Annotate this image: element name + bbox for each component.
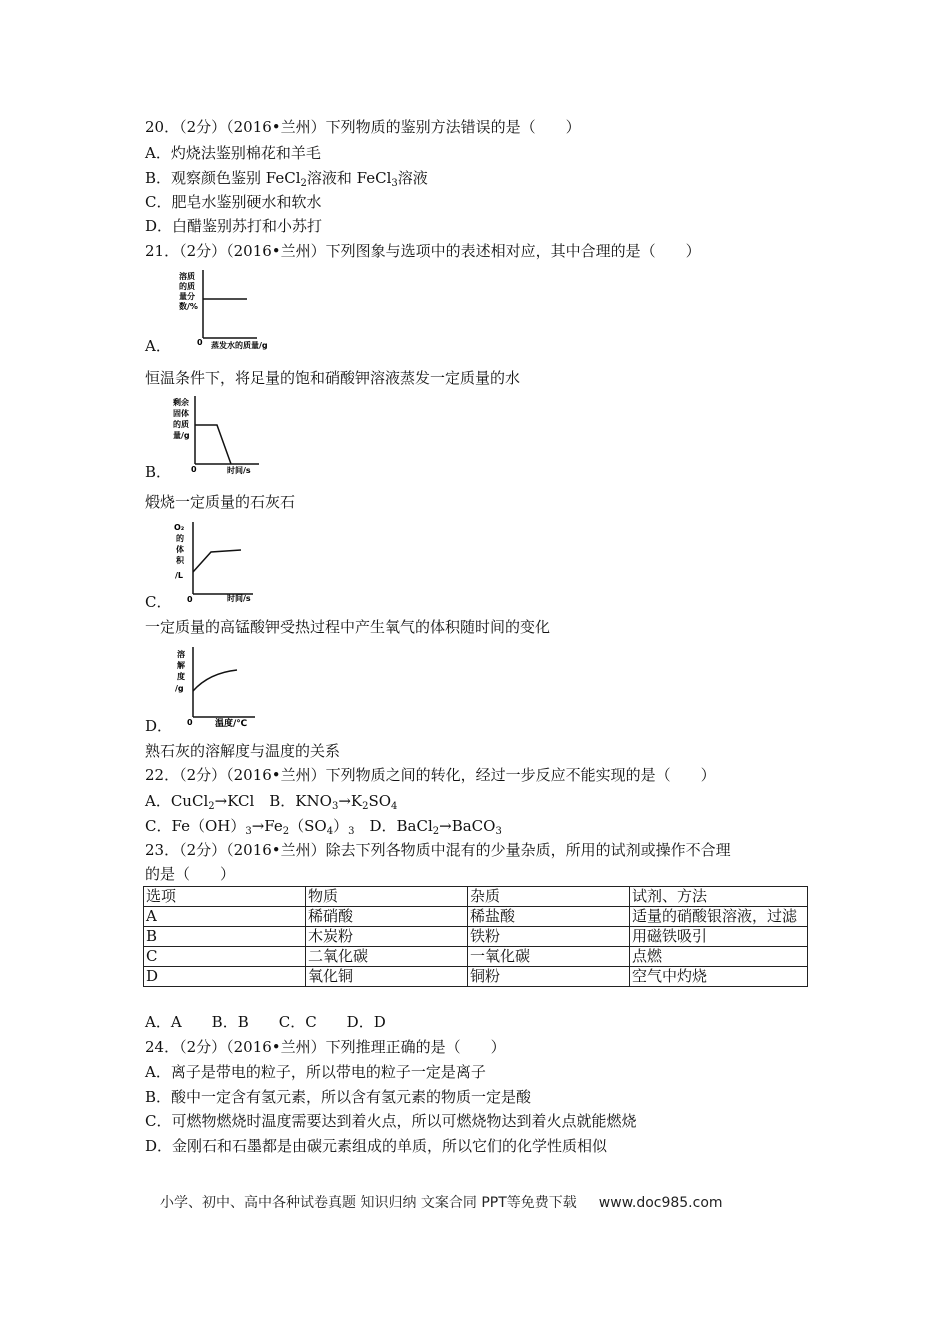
table-cell: 铜粉: [468, 967, 630, 987]
q21-graph-c: [165, 520, 275, 608]
q24-option-a: A．离子是带电的粒子，所以带电的粒子一定是离子: [145, 1063, 486, 1081]
graph-d-ylabel-1: 溶: [177, 650, 185, 659]
table-header-cell: 物质: [306, 887, 468, 907]
table-cell: B: [144, 927, 306, 947]
q21-graph-a: [165, 268, 275, 356]
graph-c-ylabel-3: 体: [176, 545, 184, 554]
graph-d-ylabel-3: 度: [177, 672, 185, 681]
graph-d-curve: [193, 670, 237, 691]
footer-url[interactable]: www.doc985.com: [598, 1195, 723, 1211]
q21-option-a-desc: 恒温条件下，将足量的饱和硝酸钾溶液蒸发一定质量的水: [145, 369, 521, 387]
graph-c-origin: 0: [187, 595, 193, 604]
table-cell: 木炭粉: [306, 927, 468, 947]
graph-b-origin: 0: [191, 465, 197, 474]
q21-option-d-desc: 熟石灰的溶解度与温度的关系: [145, 742, 341, 760]
graph-a-ylabel-2: 的质: [179, 282, 195, 291]
table-row: [144, 927, 808, 947]
table-cell: D: [144, 967, 306, 987]
table-cell: 稀硝酸: [306, 907, 468, 927]
q23-table: [143, 886, 808, 987]
table-row: [144, 967, 808, 987]
table-cell: 一氧化碳: [468, 947, 630, 967]
q24-option-b: B．酸中一定含有氢元素，所以含有氢元素的物质一定是酸: [145, 1088, 532, 1106]
table-cell: 稀盐酸: [468, 907, 630, 927]
q20-option-c: C．肥皂水鉴别硬水和软水: [145, 193, 322, 211]
q20-option-d: D．白醋鉴别苏打和小苏打: [145, 217, 323, 235]
graph-a-ylabel-4: 数/%: [179, 302, 198, 311]
table-cell: 二氧化碳: [306, 947, 468, 967]
q22-options-ab: A．CuCl$_2$→KCl B．$KNO_3\to K_2SO_4$: [145, 792, 398, 812]
graph-b-curve: [195, 425, 231, 464]
q21-graph-b: [165, 394, 275, 482]
table-cell: 适量的硝酸银溶液，过滤: [630, 907, 808, 927]
q24-option-d: D．金刚石和石墨都是由碳元素组成的单质，所以它们的化学性质相似: [145, 1137, 608, 1155]
q22-options-cd: C．$Fe(OH)_3\to Fe_2(SO_4)_3$ D．BaCl$_2$→BaCO$_3$: [145, 817, 502, 837]
table-cell: 铁粉: [468, 927, 630, 947]
graph-a-origin: 0: [197, 338, 203, 347]
table-header-row: [144, 887, 808, 907]
table-cell: C: [144, 947, 306, 967]
table-header-cell: 试剂、方法: [630, 887, 808, 907]
graph-c-ylabel-2: 的: [176, 534, 184, 543]
q21-option-a-letter: A．: [145, 337, 171, 355]
q20-option-b: B．观察颜色鉴别 FeCl$_2$溶液和 FeCl$_3$溶液: [145, 169, 428, 189]
table-header-cell: 杂质: [468, 887, 630, 907]
q21-option-b-desc: 煅烧一定质量的石灰石: [145, 493, 296, 511]
q24-stem: 24．（2分）（2016•兰州）下列推理正确的是（ ）: [145, 1038, 506, 1056]
q23-stem-1: 23．（2分）（2016•兰州）除去下列各物质中混有的少量杂质，所用的试剂或操作不合理: [145, 841, 731, 859]
q24-option-c: C．可燃物燃烧时温度需要达到着火点，所以可燃烧物达到着火点就能燃烧: [145, 1112, 637, 1130]
table-row: [144, 907, 808, 927]
q21-option-c-letter: C．: [145, 593, 172, 611]
q21-option-b-letter: B．: [145, 463, 172, 481]
footer-text: 小学、初中、高中各种试卷真题 知识归纳 文案合同 PPT等免费下载: [160, 1195, 577, 1211]
q21-option-d-letter: D．: [145, 717, 173, 735]
graph-c-ylabel-5: /L: [175, 571, 184, 580]
table-cell: A: [144, 907, 306, 927]
q20-stem: 20．（2分）（2016•兰州）下列物质的鉴别方法错误的是（ ）: [145, 118, 581, 136]
q23-choices: A．A B．B C．C D．D: [145, 1013, 386, 1031]
table-cell: 点燃: [630, 947, 808, 967]
q21-stem: 21．（2分）（2016•兰州）下列图象与选项中的表述相对应，其中合理的是（ ）: [145, 242, 701, 260]
graph-c-xlabel: 时间/s: [227, 594, 251, 603]
graph-c-ylabel-4: 积: [176, 556, 184, 565]
table-cell: 空气中灼烧: [630, 967, 808, 987]
q20-option-a: A．灼烧法鉴别棉花和羊毛: [145, 144, 321, 162]
graph-d-origin: 0: [187, 718, 193, 727]
q22-stem: 22．（2分）（2016•兰州）下列物质之间的转化，经过一步反应不能实现的是（ ）: [145, 766, 716, 784]
graph-c-curve: [193, 550, 241, 572]
graph-c-ylabel-1: O₂: [174, 523, 185, 532]
graph-a-ylabel-3: 量分: [179, 292, 195, 301]
table-cell: 氧化铜: [306, 967, 468, 987]
q21-graph-d: [165, 645, 275, 735]
q23-stem-2: 的是（ ）: [145, 865, 236, 883]
table-cell: 用磁铁吸引: [630, 927, 808, 947]
graph-b-ylabel-1: 剩余: [173, 398, 189, 407]
graph-d-ylabel-2: 解: [177, 661, 185, 670]
table-header-cell: 选项: [144, 887, 306, 907]
graph-a-xlabel: 蒸发水的质量/g: [211, 341, 268, 350]
graph-d-ylabel-4: /g: [175, 684, 184, 693]
graph-b-ylabel-3: 的质: [173, 420, 189, 429]
graph-a-ylabel-1: 溶质: [179, 272, 195, 281]
graph-b-xlabel: 时间/s: [227, 466, 251, 475]
graph-b-ylabel-2: 固体: [173, 409, 189, 418]
table-row: [144, 947, 808, 967]
page-footer: [160, 1192, 800, 1212]
graph-b-ylabel-4: 量/g: [173, 431, 190, 440]
q21-option-c-desc: 一定质量的高锰酸钾受热过程中产生氧气的体积随时间的变化: [145, 618, 551, 636]
graph-d-xlabel: 温度/℃: [215, 719, 248, 729]
